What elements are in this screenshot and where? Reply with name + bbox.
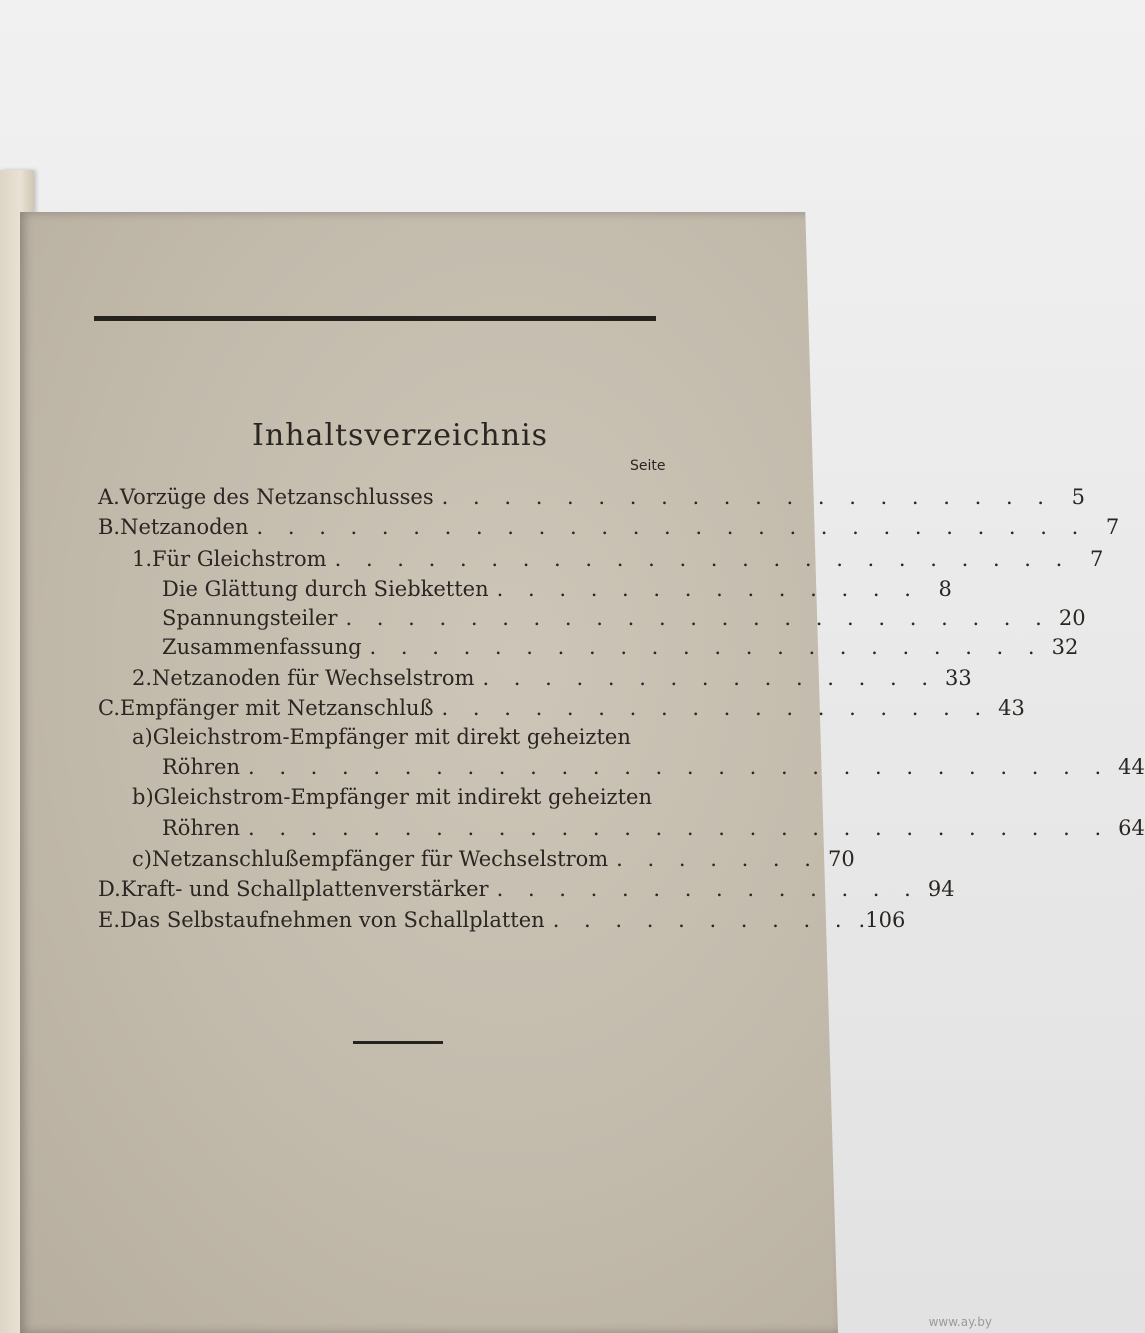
- toc-entry: [162, 813, 1145, 843]
- toc-text: Zusammenfassung: [162, 635, 362, 659]
- toc-text: Netzanoden für Wechselstrom: [152, 666, 475, 690]
- toc-text: Die Glättung durch Siebketten: [162, 577, 489, 601]
- toc-marker: 1.: [132, 547, 153, 571]
- page-column-label: Seite: [630, 458, 666, 474]
- toc-text: Gleichstrom-Empfänger mit direkt geheizten: [152, 725, 631, 749]
- toc-entry: [98, 512, 1120, 542]
- toc-text: Für Gleichstrom: [152, 547, 327, 571]
- toc-entry: [132, 782, 653, 812]
- toc-page: 20: [1058, 606, 1086, 630]
- toc-leader: . . . . . . . . . . . . . . . . . .: [441, 696, 991, 720]
- toc-page: 64: [1118, 816, 1145, 840]
- toc-page: 7: [1105, 515, 1120, 539]
- bottom-rule: [353, 1041, 443, 1044]
- toc-entry: [132, 663, 972, 693]
- toc-text: Spannungsteiler: [162, 606, 338, 630]
- toc-marker: A.: [98, 485, 120, 509]
- toc-text: Netzanschlußempfänger für Wechselstrom: [151, 847, 609, 871]
- toc-text: Vorzüge des Netzanschlusses: [119, 485, 434, 509]
- toc-text: Netzanoden: [120, 515, 249, 539]
- toc-marker: E.: [98, 908, 121, 932]
- toc-page: 94: [927, 877, 955, 901]
- toc-leader: . . . . . . . . . .: [552, 908, 851, 932]
- toc-leader: . . . . . . . . . . . . . . . . . . . . . . . . . . . .: [247, 816, 1111, 840]
- toc-leader: . . . . . . . . . . . . . .: [496, 577, 920, 601]
- toc-marker: c): [132, 847, 152, 871]
- toc-entry: [98, 693, 1025, 723]
- top-rule: [94, 316, 656, 321]
- toc-text: Empfänger mit Netzanschluß: [120, 696, 434, 720]
- toc-leader: . . . . . . .: [616, 847, 820, 871]
- toc-marker: 2.: [132, 666, 153, 690]
- toc-leader: . . . . . . . . . . . . . . . . . . . . . .: [369, 635, 1044, 659]
- toc-entry: [132, 544, 1104, 574]
- toc-entry: [162, 632, 1079, 662]
- toc-text: Röhren: [162, 816, 240, 840]
- toc-text: Gleichstrom-Empfänger mit indirekt geheizten: [153, 785, 653, 809]
- toc-page: .106: [858, 908, 906, 932]
- toc-marker: b): [132, 785, 154, 809]
- toc-entry: [98, 874, 955, 904]
- watermark: www.ay.by: [928, 1315, 992, 1329]
- toc-entry: [98, 905, 906, 935]
- toc-text: Kraft- und Schallplattenverstärker: [120, 877, 489, 901]
- toc-leader: . . . . . . . . . . . . . . . . . . . . . . .: [345, 606, 1051, 630]
- toc-page: 43: [998, 696, 1025, 720]
- toc-entry: [98, 482, 1085, 512]
- toc-page: 8: [938, 577, 952, 601]
- toc-leader: . . . . . . . . . . . . . . . . . . . . . . . . . . . .: [247, 755, 1111, 779]
- toc-page: 5: [1071, 485, 1085, 509]
- toc-entry: [132, 722, 637, 752]
- toc-page: 7: [1089, 547, 1104, 571]
- toc-entry: [162, 603, 1086, 633]
- toc-page: 44: [1118, 755, 1145, 779]
- toc-leader: . . . . . . . . . . . . . .: [496, 877, 920, 901]
- toc-page: 33: [945, 666, 972, 690]
- toc-marker: B.: [98, 515, 121, 539]
- toc-page: 32: [1051, 635, 1079, 659]
- toc-leader: . . . . . . . . . . . . . . . . . . . . . . . . . . .: [256, 515, 1088, 539]
- toc-marker: a): [132, 725, 153, 749]
- toc-marker: C.: [98, 696, 120, 720]
- toc-leader: . . . . . . . . . . . . . . .: [482, 666, 938, 690]
- toc-text: Röhren: [162, 755, 240, 779]
- toc-leader: . . . . . . . . . . . . . . . . . . . . . . . .: [334, 547, 1072, 571]
- toc-text: Das Selbstaufnehmen von Schallplatten: [120, 908, 545, 932]
- toc-leader: . . . . . . . . . . . . . . . . . . . .: [441, 485, 1053, 509]
- toc-marker: D.: [98, 877, 121, 901]
- toc-entry: [162, 574, 952, 604]
- page-title: Inhaltsverzeichnis: [251, 418, 549, 453]
- toc-entry: [162, 752, 1145, 782]
- toc-page: 70: [827, 847, 855, 871]
- toc-entry: [132, 844, 855, 874]
